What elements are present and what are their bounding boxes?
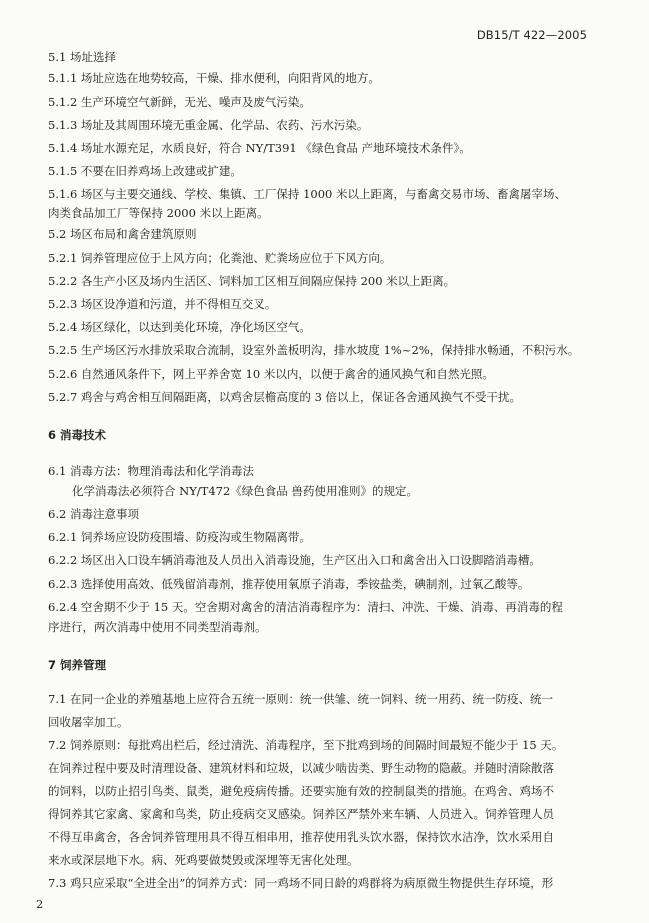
clause-7-2-cont-5: 来水或深层地下水。病、死鸡要做焚毁或深埋等无害化处理。 — [48, 853, 359, 867]
standard-code: DB15/T 422—2005 — [476, 28, 587, 42]
clause-7-2-cont-2: 的饲料，以防止招引鸟类、鼠类，避免疫病传播。还要实施有效的控制鼠类的措施。在鸡舍、鸡场不 — [48, 784, 554, 798]
clause-7-2: 7.2 饲养原则：每批鸡出栏后，经过清洗、消毒程序，至下批鸡到场的间隔时间最短不能少于 15 天。 — [48, 738, 564, 752]
clause-7-3: 7.3 鸡只应采取“全进全出”的饲养方式：同一鸡场不同日龄的鸡群将为病原微生物提供生存环境，形 — [48, 876, 554, 890]
section-6-1-body: 化学消毒法必须符合 NY/T472《绿色食品 兽药使用准则》的规定。 — [72, 484, 418, 498]
clause-5-1-2: 5.1.2 生产环境空气新鲜，无光、噪声及废气污染。 — [48, 95, 311, 109]
clause-7-1: 7.1 在同一企业的养殖基地上应符合五统一原则：统一供雏、统一饲料、统一用药、统一防疫、统一 — [48, 692, 553, 706]
section-6-1: 6.1 消毒方法：物理消毒法和化学消毒法 — [48, 464, 254, 478]
clause-6-2-4-cont: 序进行，两次消毒中使用不同类型消毒剂。 — [48, 620, 267, 634]
clause-5-1-3: 5.1.3 场址及其周围环境无重金属、化学品、农药、污水污染。 — [48, 118, 369, 132]
clause-6-2-1: 6.2.1 饲养场应设防疫围墙、防疫沟或生物隔离带。 — [48, 530, 311, 544]
clause-5-2-7: 5.2.7 鸡舍与鸡舍相互间隔距离，以鸡舍层檐高度的 3 倍以上，保证各舍通风换气不受干扰。 — [48, 390, 522, 404]
page-number: 2 — [36, 897, 44, 911]
section-heading-5-2: 5.2 场区布局和禽舍建筑原则 — [48, 227, 197, 241]
clause-5-1-4: 5.1.4 场址水源充足，水质良好，符合 NY/T391 《绿色食品 产地环境技术条件》。 — [48, 141, 471, 155]
clause-7-2-cont-1: 在饲养过程中要及时清理设备、建筑材料和垃圾，以减少啮齿类、野生动物的隐蔽。并随时清除散落 — [48, 761, 554, 775]
clause-5-1-6: 5.1.6 场区与主要交通线、学校、集镇、工厂保持 1000 米以上距离，与畜禽交易市场、畜禽屠宰场、 — [48, 187, 566, 201]
clause-5-2-6: 5.2.6 自然通风条件下，网上平养舍宽 10 米以内，以便于禽舍的通风换气和自然光照。 — [48, 367, 494, 381]
clause-5-2-4: 5.2.4 场区绿化，以达到美化环境，净化场区空气。 — [48, 320, 311, 334]
clause-5-2-5: 5.2.5 生产场区污水排放采取合流制，设室外盖板明沟，排水坡度 1%~2%，保持排水畅通，不积污水。 — [48, 343, 580, 357]
clause-5-2-2: 5.2.2 各生产小区及场内生活区、饲料加工区相互间隔应保持 200 米以上距离。 — [48, 274, 456, 288]
clause-5-2-1: 5.2.1 饲养管理应位于上风方向；化粪池、贮粪场应位于下风方向。 — [48, 251, 392, 265]
clause-5-1-6-cont: 肉类食品加工厂等保持 2000 米以上距离。 — [48, 206, 269, 220]
section-heading-5-1: 5.1 场址选择 — [48, 50, 116, 64]
clause-5-1-1: 5.1.1 场址应选在地势较高，干燥、排水便利，向阳背风的地方。 — [48, 71, 380, 85]
clause-5-1-5: 5.1.5 不要在旧养鸡场上改建或扩建。 — [48, 164, 242, 178]
clause-7-2-cont-3: 得饲养其它家禽、家禽和鸟类，防止疫病交叉感染。饲养区严禁外来车辆、人员进入。饲养管理人员 — [48, 807, 554, 821]
chapter-heading-6: 6 消毒技术 — [48, 428, 107, 442]
section-heading-6-2: 6.2 消毒注意事项 — [48, 507, 139, 521]
clause-6-2-2: 6.2.2 场区出入口设车辆消毒池及人员出入消毒设施，生产区出入口和禽舍出入口设脚踏消毒槽。 — [48, 553, 541, 567]
chapter-heading-7: 7 饲养管理 — [48, 658, 107, 672]
clause-5-2-3: 5.2.3 场区设净道和污道，并不得相互交叉。 — [48, 297, 277, 311]
clause-7-2-cont-4: 不得互串禽舍，各舍饲养管理用具不得互相串用，推荐使用乳头饮水器，保持饮水洁净，饮水采用自 — [48, 830, 554, 844]
clause-6-2-4: 6.2.4 空舍期不少于 15 天。空舍期对禽舍的清洁消毒程序为：清扫、冲洗、干燥、消毒、再消毒的程 — [48, 600, 563, 614]
clause-6-2-3: 6.2.3 选择使用高效、低残留消毒剂，推荐使用氧原子消毒，季铵盐类，碘制剂，过氧乙酸等。 — [48, 577, 530, 591]
clause-7-1-cont: 回收屠宰加工。 — [48, 715, 129, 729]
